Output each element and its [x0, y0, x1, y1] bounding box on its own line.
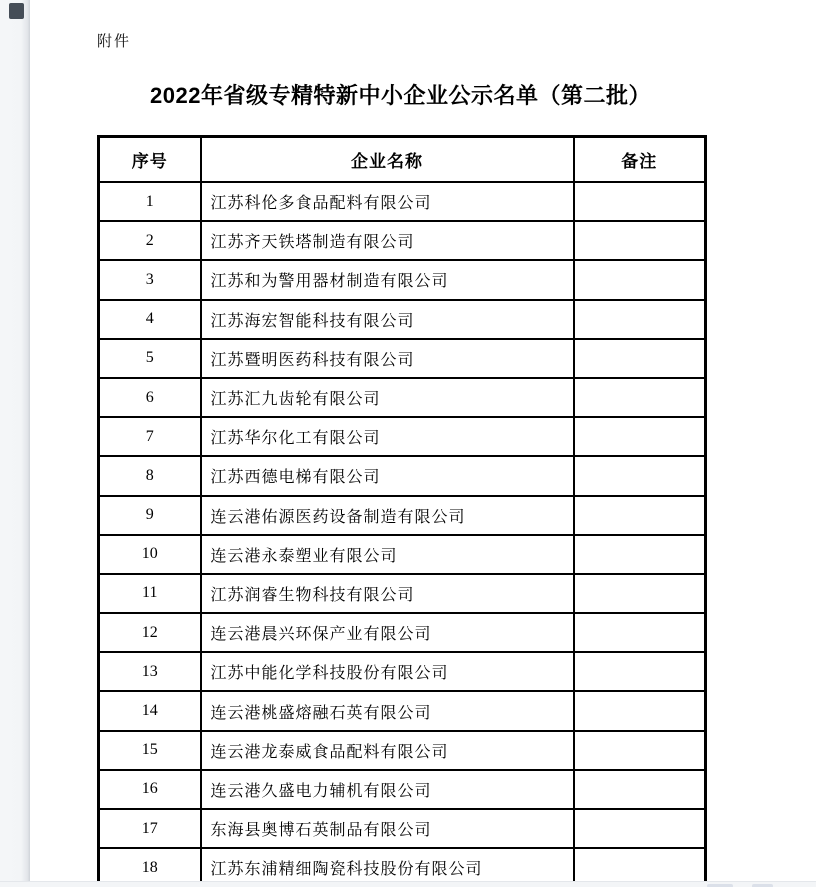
row-index-cell: 10: [99, 535, 201, 574]
remark-cell: [574, 809, 706, 848]
table-row: [99, 456, 706, 495]
header-remark: 备注: [574, 137, 706, 183]
remark-cell: [574, 574, 706, 613]
company-name-cell: 江苏海宏智能科技有限公司: [201, 300, 574, 339]
company-name-cell: 江苏润睿生物科技有限公司: [201, 574, 574, 613]
remark-cell: [574, 378, 706, 417]
company-name-cell: 连云港永泰塑业有限公司: [201, 535, 574, 574]
row-index-cell: 6: [99, 378, 201, 417]
company-name-cell: 江苏西德电梯有限公司: [201, 456, 574, 495]
row-index-cell: 12: [99, 613, 201, 652]
table-row: [99, 260, 706, 299]
header-index: 序号: [99, 137, 201, 183]
company-name-cell: 连云港桃盛熔融石英有限公司: [201, 691, 574, 730]
table-row: [99, 809, 706, 848]
remark-cell: [574, 456, 706, 495]
remark-cell: [574, 300, 706, 339]
table-row: [99, 731, 706, 770]
remark-cell: [574, 613, 706, 652]
table-row: [99, 182, 706, 221]
row-index-cell: 15: [99, 731, 201, 770]
remark-cell: [574, 535, 706, 574]
row-index-cell: 8: [99, 456, 201, 495]
remark-cell: [574, 770, 706, 809]
row-index-cell: 13: [99, 652, 201, 691]
row-index-cell: 9: [99, 496, 201, 535]
row-index-cell: 1: [99, 182, 201, 221]
company-name-cell: 连云港龙泰威食品配料有限公司: [201, 731, 574, 770]
remark-cell: [574, 221, 706, 260]
table-row: [99, 613, 706, 652]
company-name-cell: 江苏中能化学科技股份有限公司: [201, 652, 574, 691]
remark-cell: [574, 260, 706, 299]
viewer-left-gutter: [0, 0, 30, 887]
viewer-bottom-bar: [0, 881, 816, 887]
table-row: [99, 652, 706, 691]
table-row: [99, 300, 706, 339]
company-name-cell: 连云港晨兴环保产业有限公司: [201, 613, 574, 652]
document-page: [30, 0, 816, 887]
company-name-cell: 连云港久盛电力辅机有限公司: [201, 770, 574, 809]
attachment-label: 附件: [97, 34, 132, 50]
company-name-cell: 江苏东浦精细陶瓷科技股份有限公司: [201, 848, 574, 887]
row-index-cell: 17: [99, 809, 201, 848]
remark-cell: [574, 182, 706, 221]
remark-cell: [574, 731, 706, 770]
table-row: [99, 496, 706, 535]
row-index-cell: 11: [99, 574, 201, 613]
remark-cell: [574, 339, 706, 378]
company-name-cell: 江苏华尔化工有限公司: [201, 417, 574, 456]
remark-cell: [574, 417, 706, 456]
row-index-cell: 5: [99, 339, 201, 378]
table-row: [99, 574, 706, 613]
row-index-cell: 18: [99, 848, 201, 887]
viewer-corner-mark: [9, 3, 24, 19]
remark-cell: [574, 652, 706, 691]
remark-cell: [574, 691, 706, 730]
table-row: [99, 378, 706, 417]
row-index-cell: 3: [99, 260, 201, 299]
table-row: [99, 770, 706, 809]
table-row: [99, 339, 706, 378]
table-row: [99, 691, 706, 730]
company-name-cell: 江苏和为警用器材制造有限公司: [201, 260, 574, 299]
table-row: [99, 417, 706, 456]
table-row: [99, 221, 706, 260]
remark-cell: [574, 496, 706, 535]
company-name-cell: 江苏暨明医药科技有限公司: [201, 339, 574, 378]
table-row: [99, 535, 706, 574]
company-name-cell: 江苏齐天铁塔制造有限公司: [201, 221, 574, 260]
company-name-cell: 江苏汇九齿轮有限公司: [201, 378, 574, 417]
row-index-cell: 4: [99, 300, 201, 339]
row-index-cell: 2: [99, 221, 201, 260]
company-name-cell: 连云港佑源医药设备制造有限公司: [201, 496, 574, 535]
company-name-cell: 江苏科伦多食品配料有限公司: [201, 182, 574, 221]
row-index-cell: 16: [99, 770, 201, 809]
header-company-name: 企业名称: [201, 137, 574, 183]
company-name-cell: 东海县奥博石英制品有限公司: [201, 809, 574, 848]
company-table: [97, 135, 707, 887]
document-title: 2022年省级专精特新中小企业公示名单（第二批）: [150, 83, 651, 108]
table-header-row: [99, 137, 706, 183]
row-index-cell: 7: [99, 417, 201, 456]
row-index-cell: 14: [99, 691, 201, 730]
